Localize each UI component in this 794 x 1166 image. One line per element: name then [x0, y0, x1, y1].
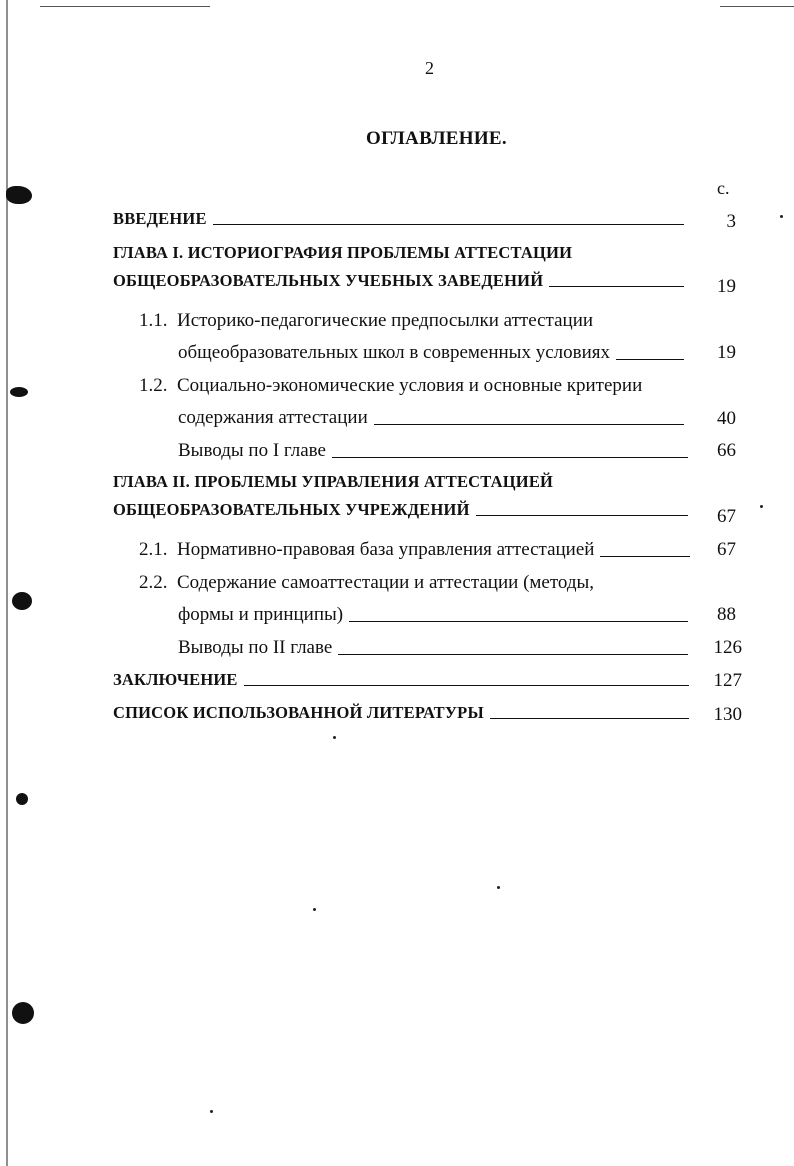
scan-top-line — [40, 6, 210, 7]
toc-chapter-2-line2 — [113, 500, 688, 520]
toc-conclusions-1 — [178, 440, 688, 462]
section-number: 1.2. — [139, 375, 168, 396]
toc-entry-bibliography — [113, 703, 689, 723]
leader-line — [349, 621, 688, 622]
toc-entry-title: СПИСОК ИСПОЛЬЗОВАННОЙ ЛИТЕРАТУРЫ — [113, 703, 484, 722]
punch-hole-mark — [10, 387, 28, 397]
leader-line — [374, 424, 684, 425]
toc-title: ОГЛАВЛЕНИЕ. — [366, 128, 507, 149]
punch-hole-mark — [16, 793, 28, 805]
toc-entry-page: 67 — [717, 506, 736, 527]
toc-section-1-2-line2 — [178, 407, 684, 429]
scan-top-line — [720, 6, 794, 7]
punch-hole-mark — [12, 592, 32, 610]
toc-entry-title: ГЛАВА II. ПРОБЛЕМЫ УПРАВЛЕНИЯ АТТЕСТАЦИЕЙ — [113, 472, 554, 491]
toc-entry-page: 67 — [717, 539, 736, 560]
leader-line — [338, 654, 688, 655]
toc-chapter-2-line1 — [113, 472, 553, 492]
toc-chapter-1-line2 — [113, 271, 684, 291]
page-number: 2 — [425, 58, 434, 78]
leader-line — [213, 224, 684, 225]
speck — [210, 1110, 213, 1113]
toc-conclusions-2 — [178, 637, 688, 659]
punch-hole-mark — [12, 1002, 34, 1024]
toc-entry-title: Содержание самоаттестации и аттестации (методы, — [177, 572, 595, 593]
toc-entry-title: общеобразовательных школ в современных условиях — [178, 342, 610, 363]
toc-entry-page: 40 — [717, 408, 736, 429]
toc-section-2-2-line1 — [139, 572, 594, 594]
speck — [497, 886, 500, 889]
toc-chapter-1-line1 — [113, 243, 572, 263]
toc-entry-title: Нормативно-правовая база управления аттестацией — [177, 539, 595, 560]
leader-line — [332, 457, 688, 458]
toc-entry-page: 19 — [717, 276, 736, 297]
toc-entry-title: Выводы по II главе — [178, 637, 333, 658]
toc-entry-title: ОБЩЕОБРАЗОВАТЕЛЬНЫХ УЧРЕЖДЕНИЙ — [113, 500, 470, 519]
toc-entry-title: содержания аттестации — [178, 407, 368, 428]
toc-entry-title: Социально-экономические условия и основные критерии — [177, 375, 643, 396]
section-number: 2.2. — [139, 572, 168, 593]
section-number: 2.1. — [139, 539, 168, 560]
toc-section-1-1-line2 — [178, 342, 684, 364]
punch-hole-mark — [6, 186, 32, 204]
speck — [313, 908, 316, 911]
toc-entry-title: ВВЕДЕНИЕ — [113, 209, 207, 228]
toc-section-2-2-line2 — [178, 604, 688, 626]
toc-entry-title: формы и принципы) — [178, 604, 344, 625]
leader-line — [476, 515, 688, 516]
toc-entry-page: 88 — [717, 604, 736, 625]
toc-entry-page: 127 — [713, 670, 742, 691]
scan-edge-line — [6, 0, 8, 1166]
toc-section-1-1-line1 — [139, 310, 593, 332]
toc-entry-title: ЗАКЛЮЧЕНИЕ — [113, 670, 238, 689]
toc-entry-page: 130 — [713, 704, 742, 725]
leader-line — [549, 286, 684, 287]
toc-entry-conclusion — [113, 670, 689, 690]
leader-line — [600, 556, 690, 557]
toc-entry-title: ОБЩЕОБРАЗОВАТЕЛЬНЫХ УЧЕБНЫХ ЗАВЕДЕНИЙ — [113, 271, 544, 290]
toc-entry-introduction — [113, 209, 684, 229]
leader-line — [244, 685, 689, 686]
page-column-header: с. — [717, 178, 730, 198]
toc-entry-title: Выводы по I главе — [178, 440, 326, 461]
toc-entry-page: 126 — [713, 637, 742, 658]
toc-entry-page: 66 — [717, 440, 736, 461]
toc-entry-page: 3 — [726, 211, 736, 232]
section-number: 1.1. — [139, 310, 168, 331]
speck — [333, 736, 336, 739]
toc-section-2-1 — [139, 539, 690, 561]
toc-section-1-2-line1 — [139, 375, 642, 397]
leader-line — [490, 718, 689, 719]
leader-line — [616, 359, 684, 360]
toc-entry-page: 19 — [717, 342, 736, 363]
toc-entry-title: ГЛАВА I. ИСТОРИОГРАФИЯ ПРОБЛЕМЫ АТТЕСТАЦИИ — [113, 243, 573, 262]
toc-entry-title: Историко-педагогические предпосылки аттестации — [177, 310, 594, 331]
speck — [780, 215, 783, 218]
speck — [760, 505, 763, 508]
